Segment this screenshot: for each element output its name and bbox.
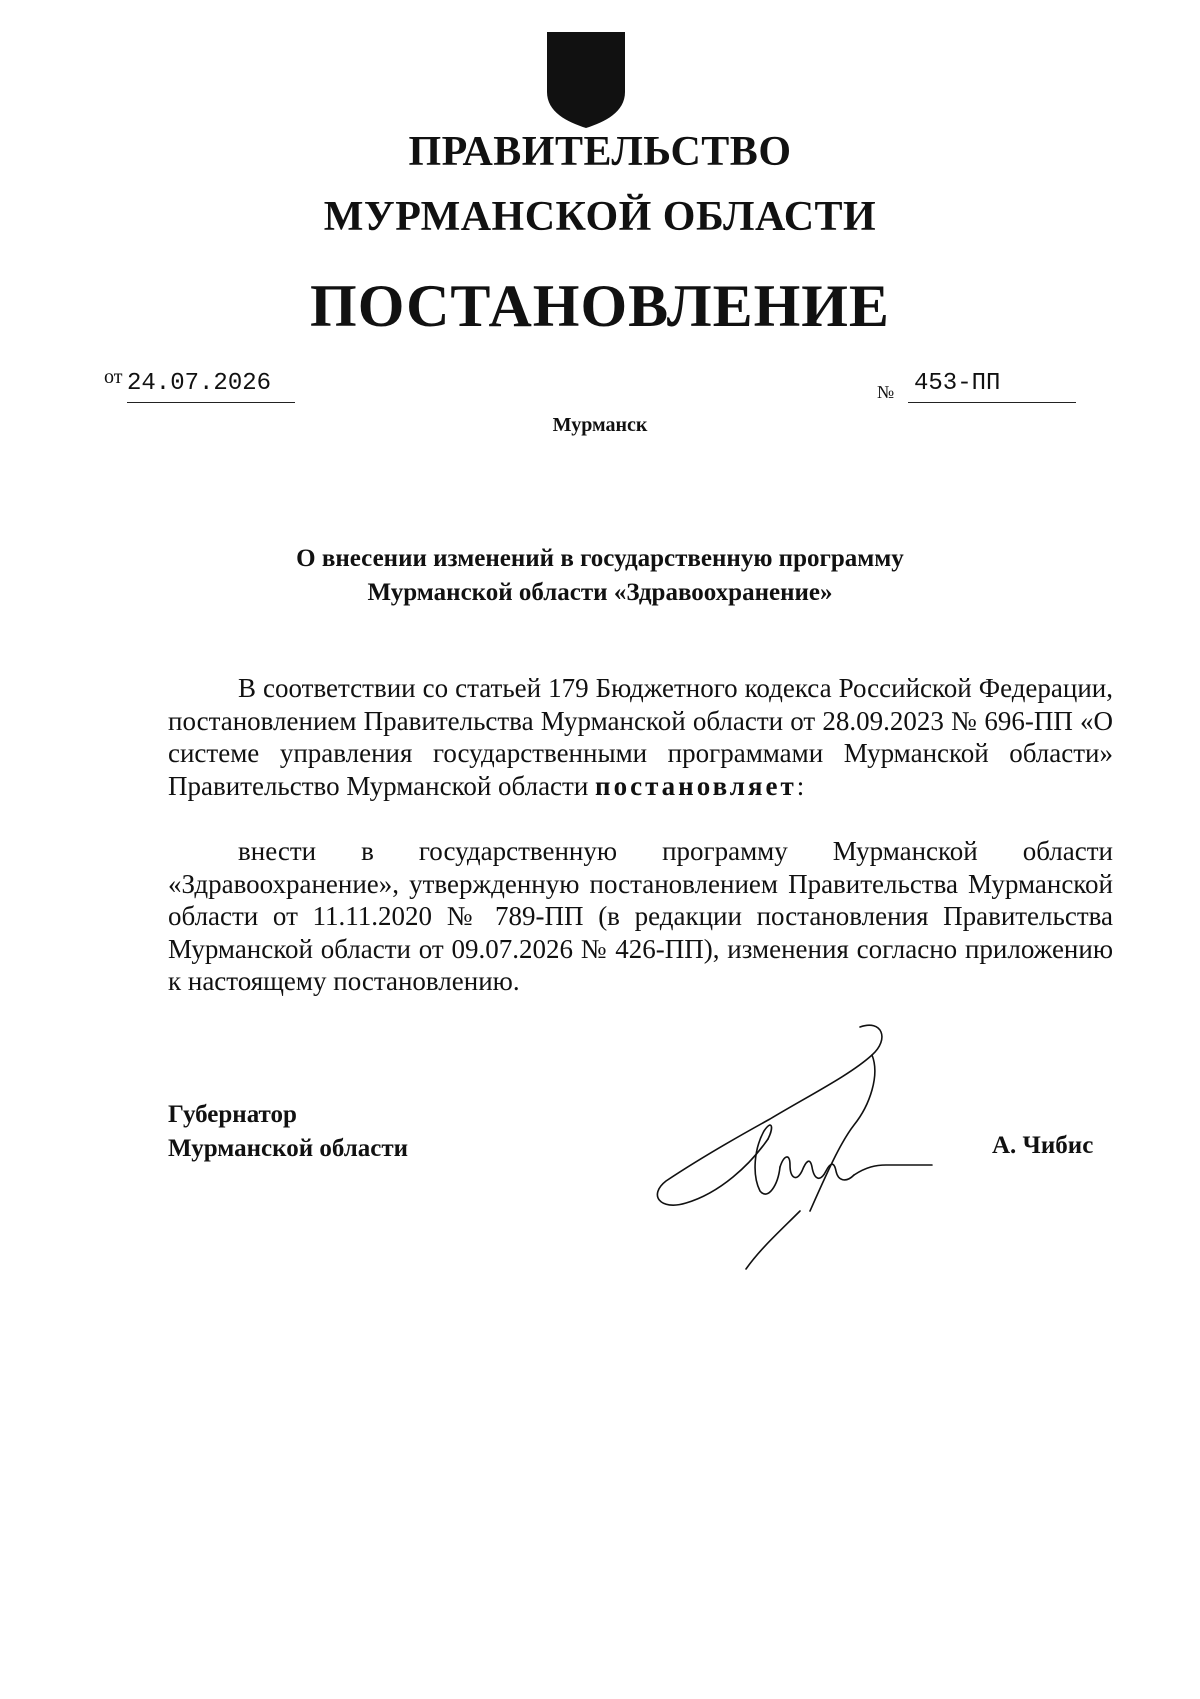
document-type-title: ПОСТАНОВЛЕНИЕ — [310, 273, 890, 339]
body-paragraph-1-text: В соответствии со статьей 179 Бюджетного кодекса Российской Федерации, постановлением Правительства Мурманской области от 28.09.2023 № 696-ПП «О системе управления государственными программами Мурманской области» Правительство Мурманской области — [168, 673, 1113, 801]
body-paragraph-1 — [168, 672, 1113, 802]
resolves-colon: : — [796, 770, 805, 801]
body-paragraph-2: внести в государственную программу Мурманской области «Здравоохранение», утвержденную постановлением Правительства Мурманской области от 11.11.2020 № 789-ПП (в редакции постановления Правительства Мурманской области от 09.07.2026 № 426-ПП), изменения согласно приложению к настоящему постановлению. — [168, 836, 1113, 996]
organization-name-line2: МУРМАНСКОЙ ОБЛАСТИ — [323, 194, 877, 240]
signatory-name: А. Чибис — [992, 1132, 1094, 1159]
document-date: 24.07.2026 — [127, 370, 295, 403]
signatory-title — [168, 1098, 408, 1166]
document-number: 453-ПП — [908, 370, 1076, 403]
city-name: Мурманск — [552, 414, 648, 436]
handwritten-signature-icon — [650, 1015, 950, 1275]
number-prefix: № — [877, 382, 895, 402]
resolves-word: постановляет — [595, 770, 797, 801]
date-prefix: от — [104, 366, 123, 388]
signatory-title-line2: Мурманской области — [168, 1135, 409, 1162]
subject-line1: О внесении изменений в государственную программу — [296, 545, 904, 572]
document-subject — [0, 542, 1200, 610]
subject-line2: Мурманской области «Здравоохранение» — [367, 579, 833, 606]
organization-name-line1: ПРАВИТЕЛЬСТВО — [408, 129, 792, 175]
signatory-title-line1: Губернатор — [168, 1101, 297, 1128]
coat-of-arms-icon — [545, 30, 627, 130]
